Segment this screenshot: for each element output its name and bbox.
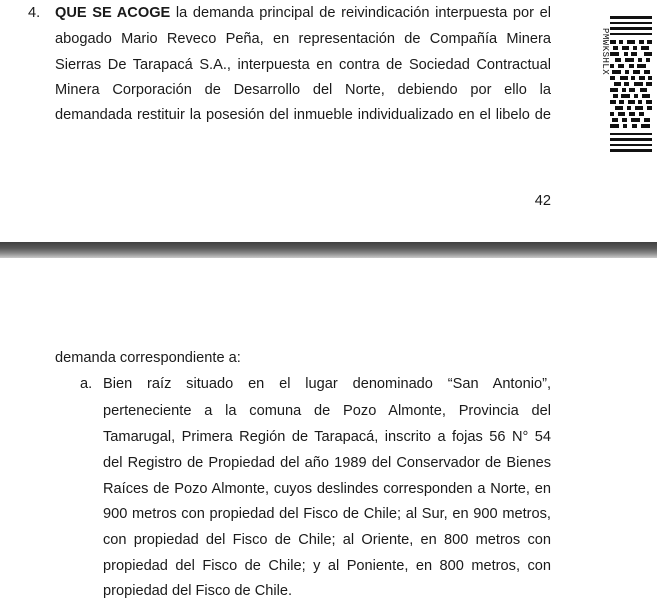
sub-line-1: Bien raíz situado en el lugar denominado “San Antonio”,: [103, 376, 551, 392]
page-top: [0, 0, 657, 242]
item-line-3: Sierras De Tarapacá S.A., interpuesta en contra de Sociedad Contractual: [55, 57, 551, 73]
sub-line-9: propiedad del Fisco de Chile.: [103, 583, 293, 599]
qr-code-icon: [610, 16, 652, 156]
item-line-1-text: la demanda principal de reivindicación interpuesta por el: [170, 5, 551, 21]
item-line-5: demandada restituir la posesión del inmueble individualizado en el libelo de: [55, 107, 551, 123]
sub-line-5: Raíces de Pozo Almonte, cuyos deslindes corresponden a Norte, en: [103, 481, 551, 497]
sub-item-label: a.: [80, 376, 93, 392]
continuation-line: demanda correspondiente a:: [55, 350, 241, 366]
item-number: 4.: [28, 5, 41, 21]
page-divider: [0, 242, 657, 258]
item-line-1: [55, 3, 551, 23]
sub-line-4: del Registro de Propiedad del año 1989 del Conservador de Bienes: [103, 455, 551, 471]
item-line-2: abogado Mario Reveco Peña, en representación de Compañía Minera: [55, 31, 551, 47]
item-line-4: Minera Corporación de Desarrollo del Norte, debiendo por ello la: [55, 82, 551, 98]
page-number: 42: [534, 193, 551, 209]
sub-line-3: Tamarugal, Primera Región de Tarapacá, inscrito a fojas 56 N° 54: [103, 429, 551, 445]
sub-line-2: perteneciente a la comuna de Pozo Almonte, Provincia del: [103, 403, 551, 419]
sub-line-8: propiedad del Fisco de Chile; y al Poniente, en 800 metros, con: [103, 558, 551, 574]
page-bottom: [0, 258, 657, 608]
sub-line-6: 900 metros con propiedad del Fisco de Chile; al Sur, en 900 metros,: [103, 506, 551, 522]
sub-line-7: con propiedad del Fisco de Chile; al Oriente, en 800 metros con: [103, 532, 551, 548]
item-lead-bold: QUE SE ACOGE: [55, 5, 171, 21]
verification-code: PMWKSHLX: [600, 28, 610, 76]
